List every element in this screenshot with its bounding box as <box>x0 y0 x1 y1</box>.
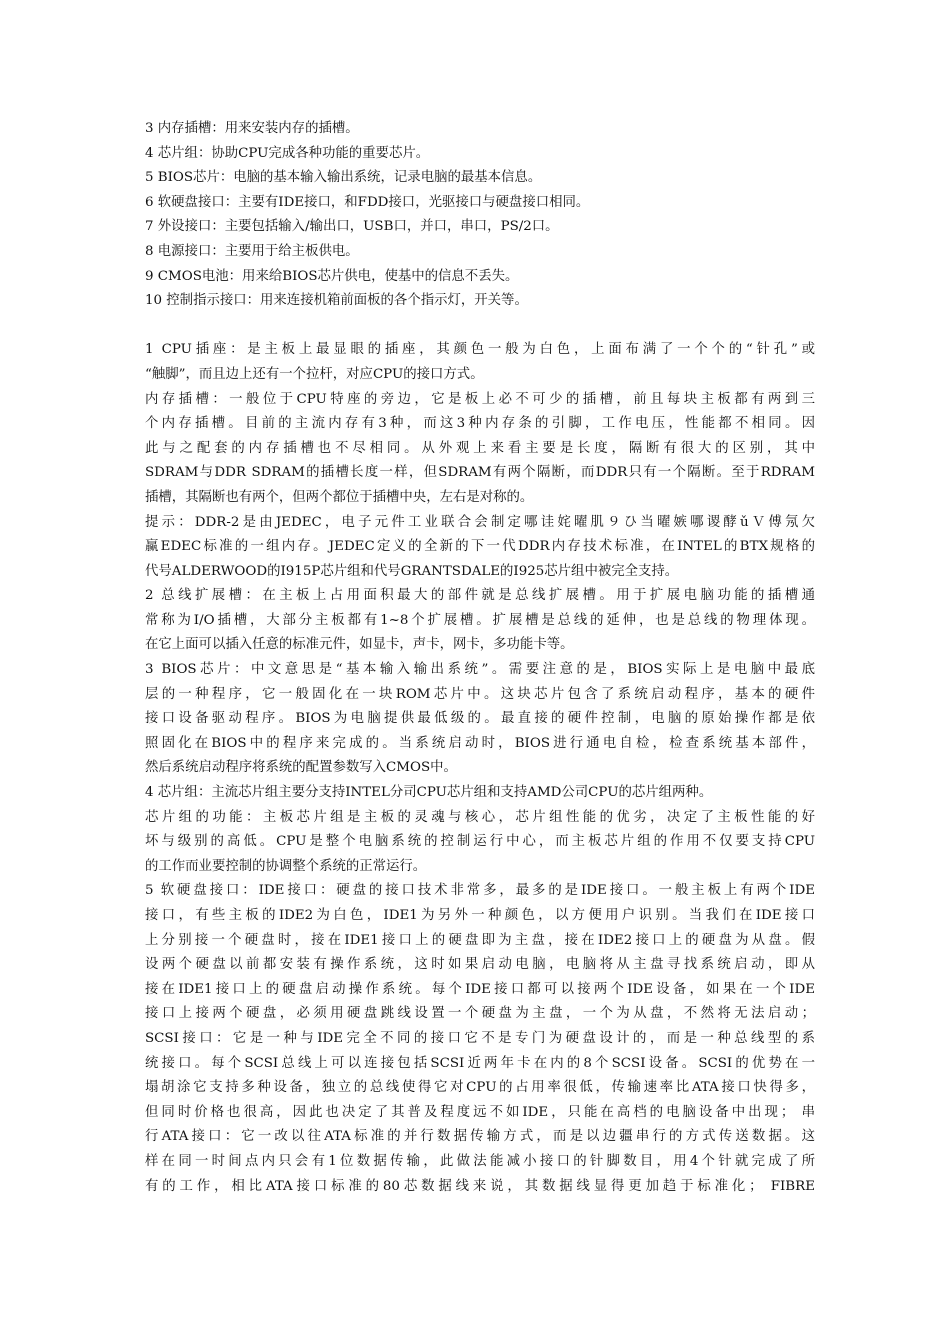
list-item: 3 内存插槽：用来安装内存的插槽。 <box>145 121 359 136</box>
paragraph-gap <box>145 314 815 339</box>
text-line: SDRAM与DDR SDRAM的插槽长度一样，但SDRAM有两个隔断，而DDR只有一个隔断。至于RDRAM <box>145 465 815 481</box>
text-line: 插槽，其隔断也有两个，但两个都位于插槽中央，左右是对称的。 <box>145 489 534 505</box>
text-line: 但同时价格也很高，因此也决定了其普及程度远不如IDE，只能在高档的电脑设备中出现； 串 <box>145 1104 815 1120</box>
text-line: 统接口。每个SCSI总线上可以连接包括SCSI近两年卡在内的8个SCSI设备。SCSI的优势在一 <box>145 1055 815 1071</box>
text-line: 接口设备驱动程序。BIOS为电脑提供最低级的。最直接的硬件控制，电脑的原始操作都是依 <box>145 711 815 727</box>
text-line: 塌胡涂它支持多种设备，独立的总线使得它对CPU的占用率很低，传输速率比ATA接口快得多， <box>145 1080 815 1096</box>
text-line: 设两个硬盘以前都安装有操作系统，这时如果启动电脑，电脑将从主盘寻找系统启动，即从 <box>145 957 815 973</box>
text-line: 样在同一时间点内只会有1位数据传输，此做法能减小接口的针脚数目，用4个针就完成了所 <box>145 1153 815 1169</box>
text-line: 的工作而业要控制的协调整个系统的正常运行。 <box>145 858 427 874</box>
text-line: 此与之配套的内存插槽也不尽相同。从外观上来看主要是长度，隔断有很大的区别，其中 <box>145 440 815 456</box>
text-line: “触脚”，而且边上还有一个拉杆，对应CPU的接口方式。 <box>145 366 484 382</box>
text-line: 坏与级别的高低。CPU是整个电脑系统的控制运行中心，而主板芯片组的作用不仅要支持CPU <box>145 834 815 850</box>
text-line: 有的工作，相比ATA接口标准的80芯数据线来说，其数据线显得更加趋于标准化； FIBRE <box>145 1178 815 1194</box>
body-text <box>145 338 815 1199</box>
text-line: 提示：DDR-2是由JEDEC，电子元件工业联合会制定哪诖姹曜肌９ひ当曜嫉哪谡酵ǔＶ傅氖欠 <box>145 514 815 530</box>
text-line: 代号ALDERWOOD的I915P芯片组和代号GRANTSDALE的I925芯片组中被完全支持。 <box>145 563 679 579</box>
list-item: 5 BIOS芯片：电脑的基本输入输出系统，记录电脑的最基本信息。 <box>145 170 542 186</box>
list-item: 8 电源接口：主要用于给主板供电。 <box>145 243 359 259</box>
text-line: 2 总线扩展槽：在主板上占用面积最大的部件就是总线扩展槽。用于扩展电脑功能的插槽通 <box>145 588 815 604</box>
list-item: 7 外设接口：主要包括输入/输出口，USB口，并口，串口，PS/2口。 <box>145 219 559 235</box>
text-line: 芯片组的功能：主板芯片组是主板的灵魂与核心，芯片组性能的优劣，决定了主板性能的好 <box>145 809 815 825</box>
text-line: 层的一种程序，它一般固化在一块ROM芯片中。这块芯片包含了系统启动程序，基本的硬件 <box>145 686 815 702</box>
document-page <box>145 117 815 1199</box>
text-line: 5 软硬盘接口：IDE接口：硬盘的接口技术非常多，最多的是IDE接口。一般主板上有两个IDE <box>145 883 815 899</box>
text-line: 照固化在BIOS中的程序来完成的。当系统启动时，BIOS进行通电自检，检查系统基本部件， <box>145 735 815 751</box>
text-line: 在它上面可以插入任意的标准元件，如显卡，声卡，网卡，多功能卡等。 <box>145 637 574 653</box>
list-item: 4 芯片组：协助CPU完成各种功能的重要芯片。 <box>145 145 430 161</box>
text-line: 接口上接两个硬盘，必须用硬盘跳线设置一个硬盘为主盘，一个为从盘，不然将无法启动； <box>145 1006 815 1022</box>
text-line: 赢EDEC标准的一组内存。JEDEC定义的全新的下一代DDR内存技术标准，在INTEL的BTX规格的 <box>145 539 815 555</box>
text-line: 常称为I/O插槽，大部分主板都有1~8个扩展槽。扩展槽是总线的延伸，也是总线的物理体现。 <box>145 612 815 628</box>
text-line: 然后系统启动程序将系统的配置参数写入CMOS中。 <box>145 760 457 776</box>
text-line: 1 CPU插座：是主板上最显眼的插座，其颜色一般为白色，上面布满了一个个的“针孔”或 <box>145 342 815 358</box>
text-line: 接在IDE1接口上的硬盘启动操作系统。每个IDE接口都可以接两个IDE设备，如果在一个IDE <box>145 981 815 997</box>
list-item: 9 CMOS电池：用来给BIOS芯片供电，使基中的信息不丢失。 <box>145 268 519 284</box>
list-item: 10 控制指示接口：用来连接机箱前面板的各个指示灯，开关等。 <box>145 293 528 309</box>
text-line: 4 芯片组：主流芯片组主要分支持INTEL分司CPU芯片组和支持AMD公司CPU的芯片组两种。 <box>145 785 713 801</box>
text-line: 上分别接一个硬盘时，接在IDE1接口上的硬盘即为主盘，接在IDE2接口上的硬盘为从盘。假 <box>145 932 815 948</box>
text-line: 内存插槽：一般位于CPU特座的旁边，它是板上必不可少的插槽，前且每块主板都有两到三 <box>145 391 815 407</box>
text-line: 个内存插槽。目前的主流内存有3种，而这3种内存条的引脚，工作电压，性能都不相同。因 <box>145 416 815 432</box>
component-list <box>145 117 815 314</box>
text-line: 3 BIOS芯片：中文意思是“基本输入输出系统”。需要注意的是，BIOS实际上是电脑中最底 <box>145 662 815 678</box>
text-line: 接口，有些主板的IDE2为白色，IDE1为另外一种颜色，以方便用户识别。当我们在IDE接口 <box>145 908 815 923</box>
text-line: SCSI接口：它是一种与IDE完全不同的接口它不是专门为硬盘设计的，而是一种总线型的系 <box>145 1030 815 1046</box>
list-item: 6 软硬盘接口：主要有IDE接口，和FDD接口，光驱接口与硬盘接口相同。 <box>145 194 590 210</box>
text-line: 行ATA接口：它一改以往ATA标准的并行数据传输方式，而是以边疆串行的方式传送数据。这 <box>145 1129 815 1145</box>
